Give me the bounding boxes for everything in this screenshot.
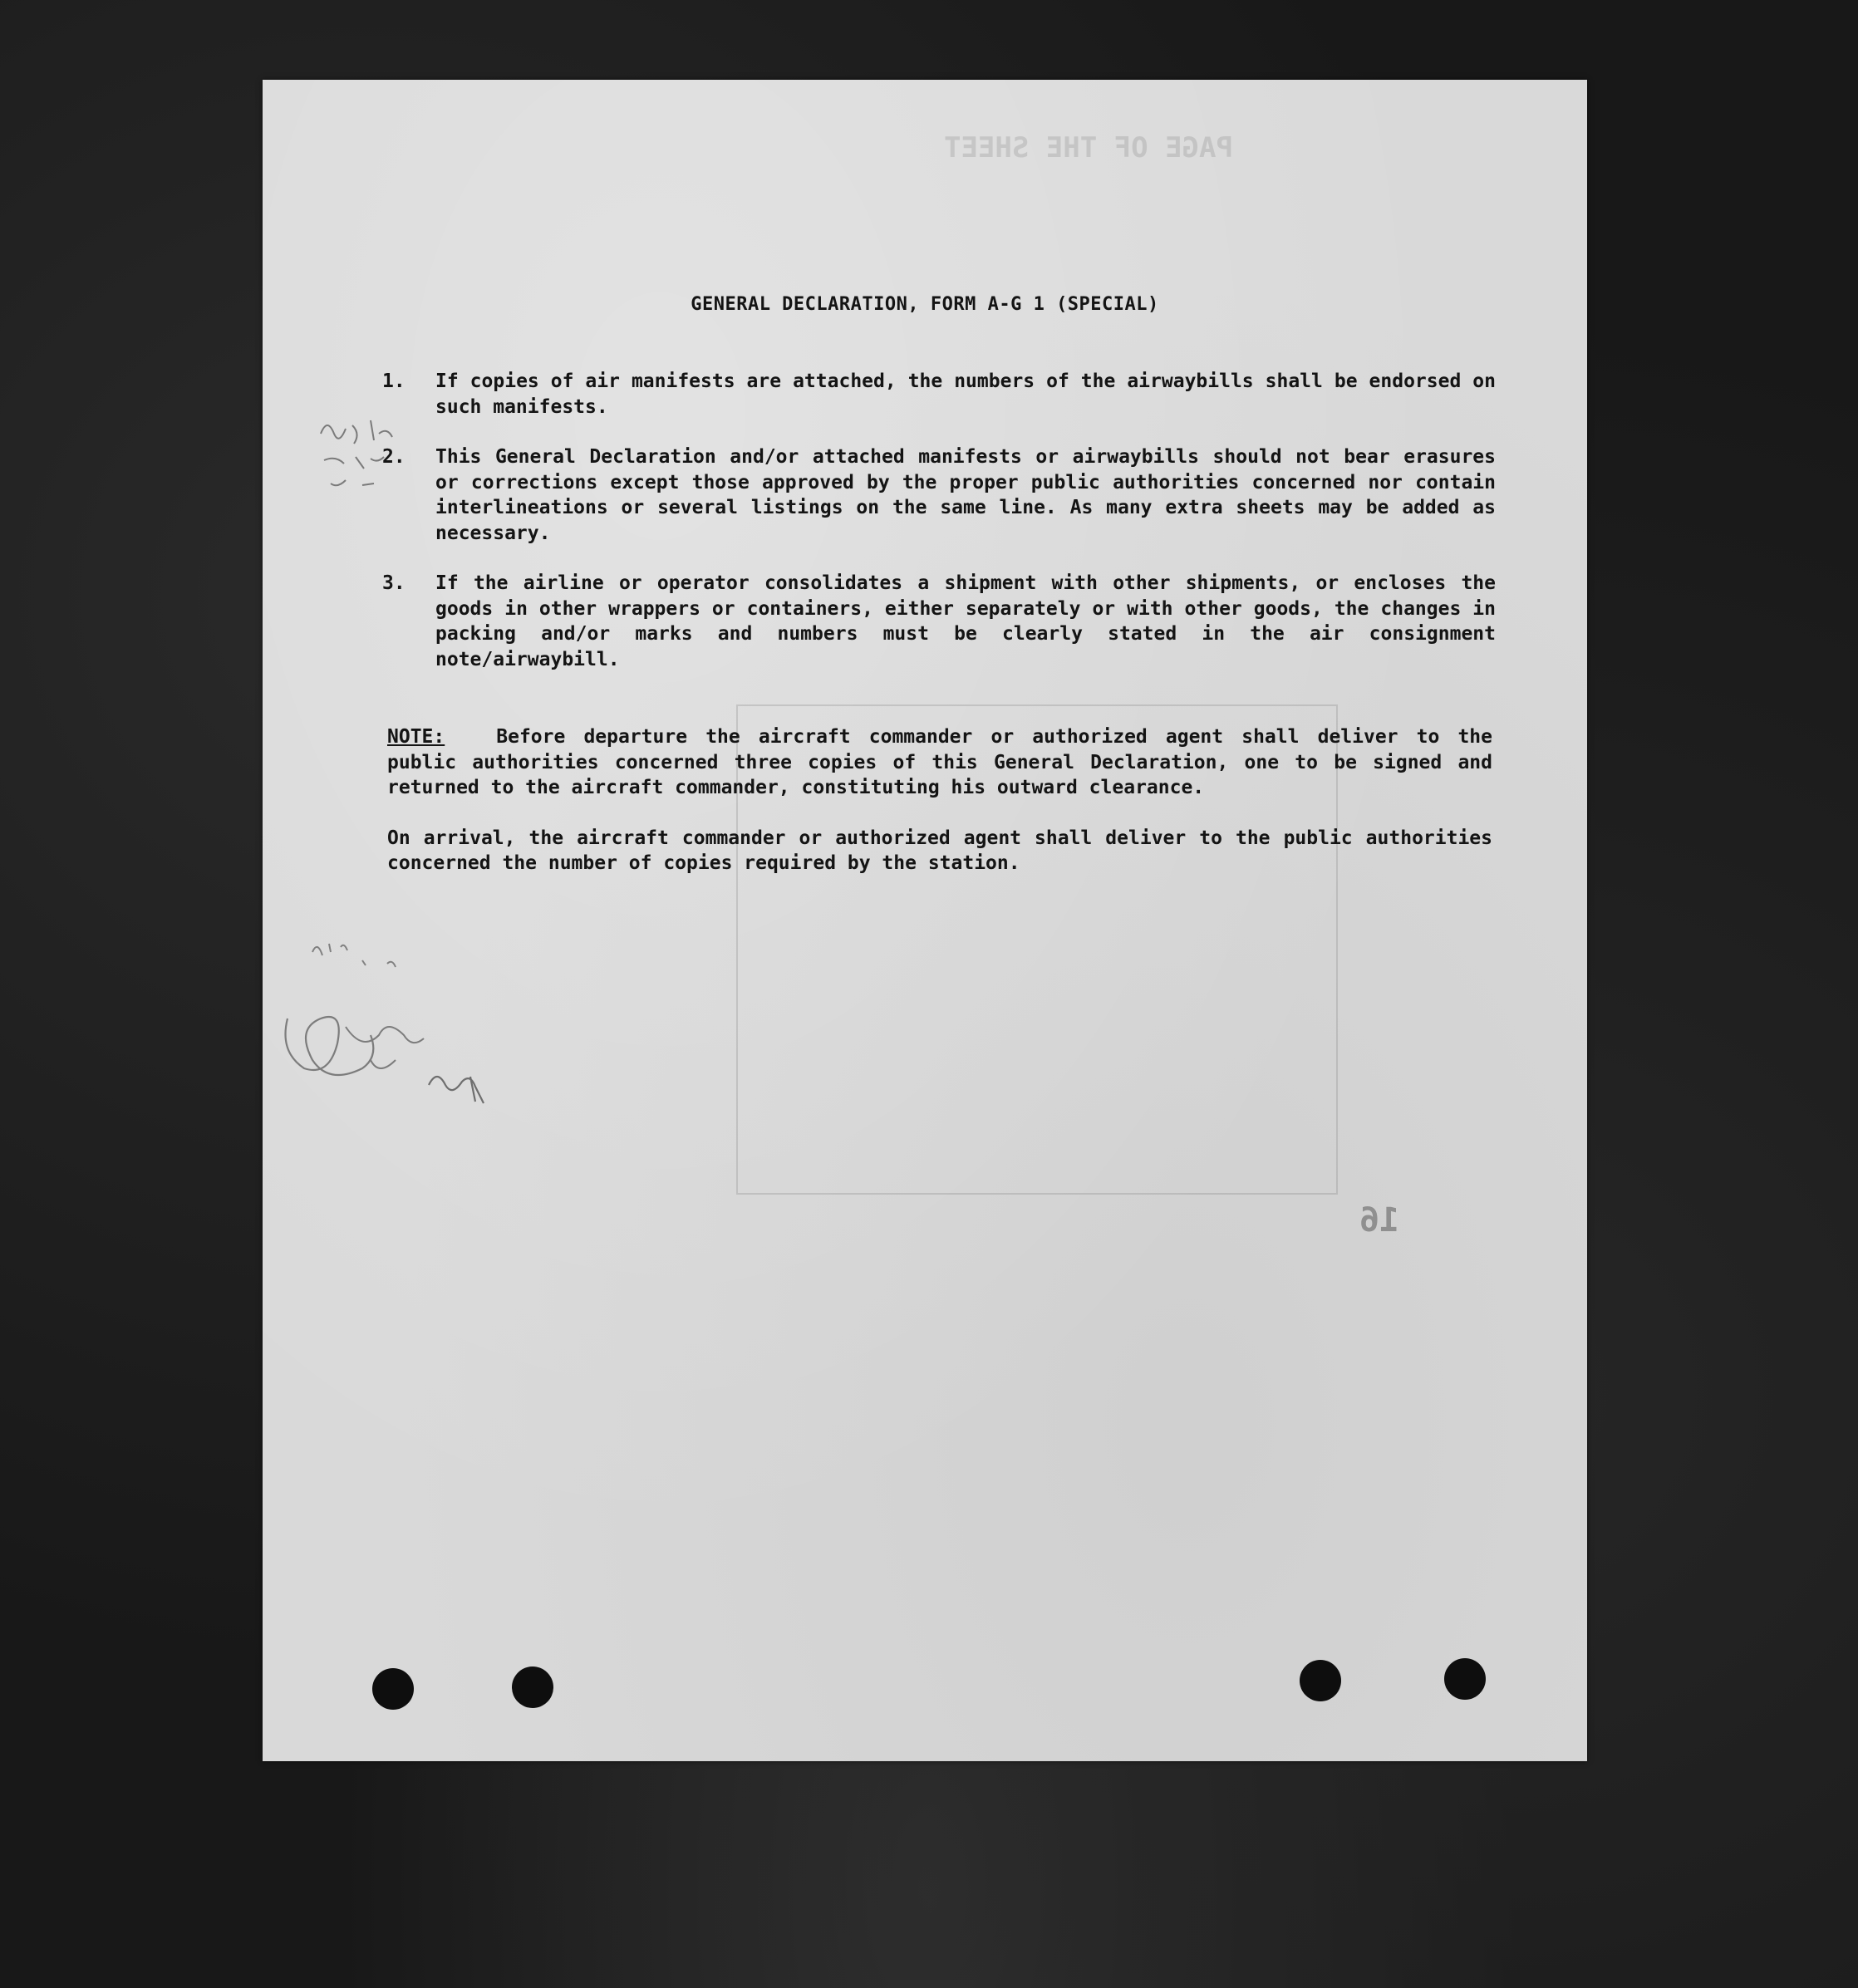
item-number: 2.: [382, 446, 406, 468]
instruction-list: [382, 369, 1496, 697]
item-text: If the airline or operator consolidates a shipment with other shipments, or encloses the goods in other wrappers or containers, either separately or with other goods, the changes in packing and/or marks and numbers must be clearly stated in the air consignment note/airwaybill.: [435, 572, 1496, 670]
pencil-signature: [263, 927, 528, 1143]
punch-hole: [512, 1666, 553, 1708]
bleed-through-page-number: 16: [1359, 1201, 1400, 1239]
note-text: Before departure the aircraft commander or authorized agent shall deliver to the public authorities concerned three copies of this General Declaration, one to be signed and returned to the aircraft commander, constituting his outward clearance.: [387, 726, 1492, 798]
punch-hole: [1300, 1660, 1341, 1701]
page-title: GENERAL DECLARATION, FORM A-G 1 (SPECIAL): [691, 294, 1159, 315]
note-section: [387, 724, 1492, 901]
list-item: [382, 571, 1496, 672]
list-item: [382, 444, 1496, 546]
punch-hole: [1444, 1658, 1486, 1700]
item-text: This General Declaration and/or attached manifests or airwaybills should not bear erasures or corrections except those approved by the proper public authorities concerned nor contain interlineations or several listings on the same line. As many extra sheets may be added as necessary.: [435, 446, 1496, 544]
item-number: 3.: [382, 572, 406, 594]
bleed-through-header: PAGE OF THE SHEET: [944, 131, 1233, 164]
item-text: If copies of air manifests are attached, the numbers of the airwaybills shall be endorsed on such manifests.: [435, 371, 1496, 418]
punch-hole: [372, 1668, 414, 1710]
list-item: [382, 369, 1496, 420]
note-label: NOTE:: [387, 726, 445, 748]
arrival-paragraph: On arrival, the aircraft commander or authorized agent shall deliver to the public authorities concerned the number of copies required by the station.: [387, 827, 1492, 874]
note-paragraph: [387, 724, 1492, 801]
item-number: 1.: [382, 371, 406, 392]
document-page: [263, 80, 1587, 1761]
